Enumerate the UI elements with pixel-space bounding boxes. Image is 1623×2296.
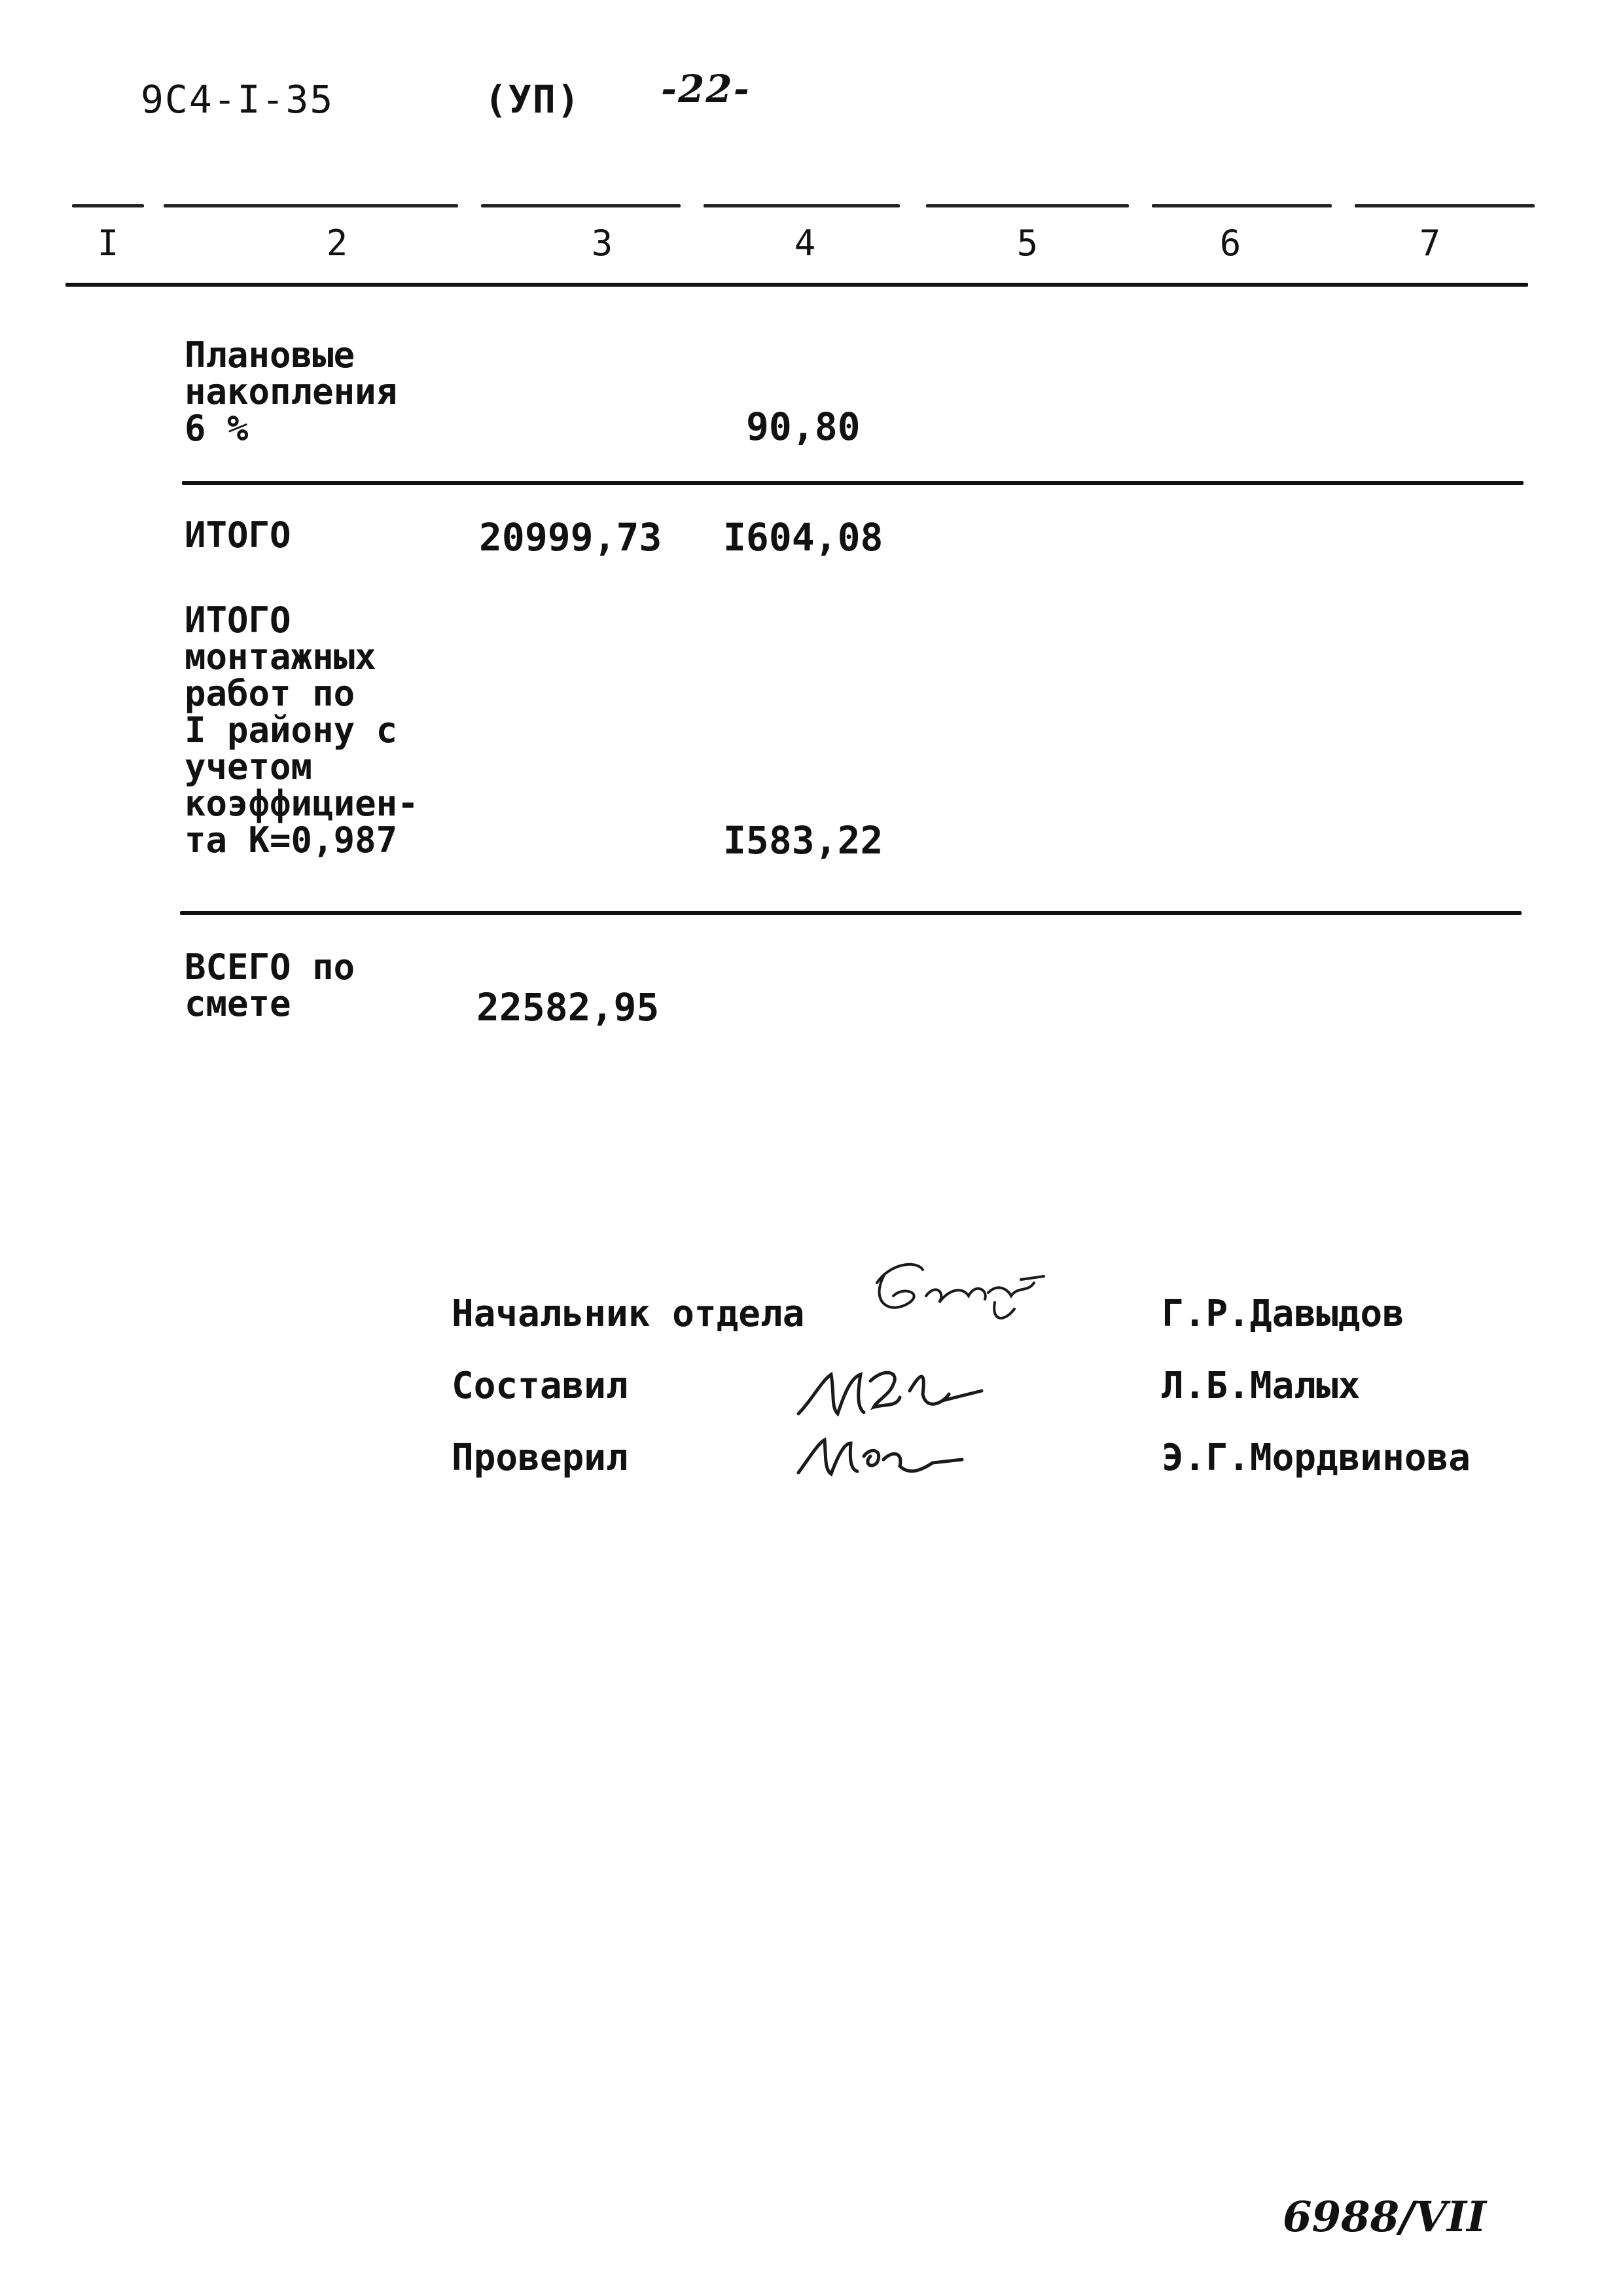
signature-name: Э.Г.Мордвинова [1162,1437,1471,1479]
row-divider [180,911,1522,915]
section-label: (УП) [484,77,581,122]
document-code: 9С4-I-35 [141,77,334,122]
row-value-col4: I604,08 [723,515,883,560]
column-number: 3 [591,223,613,264]
column-number: 7 [1419,223,1441,264]
column-number: 6 [1219,223,1241,264]
signature-role: Составил [452,1365,628,1407]
row-value-col4: 90,80 [746,404,861,449]
row-value-col4: I583,22 [723,818,883,863]
row-label-subtotal: ИТОГО [185,514,291,556]
handwritten-signature [864,1257,1060,1335]
column-number: I [97,223,119,264]
signature-name: Г.Р.Давыдов [1162,1293,1404,1335]
row-label-installation-total: ИТОГО монтажных работ по I району с учетом коэффициен- та К=0,987 [185,600,419,861]
row-value-col3: 22582,95 [476,985,660,1030]
signature-role: Проверил [452,1437,628,1479]
column-number: 5 [1016,223,1039,264]
row-value-col3: 20999,73 [479,515,662,560]
column-header-bottom-rule [65,283,1528,287]
column-number: 4 [794,223,816,264]
row-label-grand-total: ВСЕГО по смете [185,946,355,1024]
page-number: -22- [661,67,751,111]
handwritten-signature [785,1420,982,1492]
row-label-planned-savings: Плановые накопления 6 % [185,334,398,449]
signature-name: Л.Б.Малых [1162,1365,1361,1407]
archive-number: 6988/VII [1283,2193,1487,2242]
signature-role: Начальник отдела [452,1293,805,1335]
row-divider [182,481,1524,485]
column-number: 2 [326,223,348,264]
